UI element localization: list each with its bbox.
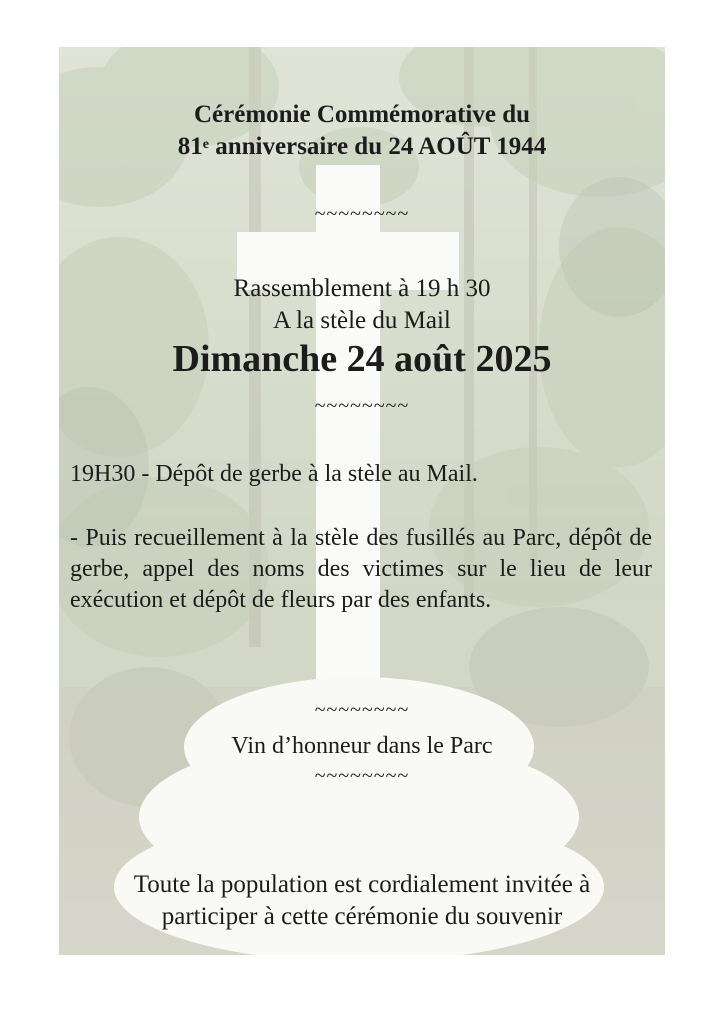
invitation-line-2: participer à cette cérémonie du souvenir: [161, 903, 563, 930]
program-item-1: 19H30 - Dépôt de gerbe à la stèle au Mail.: [70, 461, 478, 487]
ordinal-suffix: e: [202, 137, 209, 152]
gathering-info: [59, 273, 665, 337]
anniversary-text: anniversaire du 24 AOÛT 1944: [208, 133, 547, 160]
event-date: Dimanche 24 août 2025: [172, 338, 552, 380]
reception-text: Vin d’honneur dans le Parc: [231, 733, 493, 759]
program-item-2: - Puis recueillement à la stèle des fusillés au Parc, dépôt de gerbe, appel des noms des victimes sur le lieu de leur exécution et dépôt de fleurs par des enfants.: [70, 525, 652, 613]
invitation-line-1: Toute la population est cordialement invitée à: [133, 871, 591, 898]
separator: ~~~~~~~~: [314, 395, 410, 417]
anniversary-number: 81: [177, 133, 203, 160]
invitation-text: [59, 869, 665, 933]
photo-wash: [59, 47, 665, 955]
separator: ~~~~~~~~: [314, 203, 410, 225]
gathering-place: A la stèle du Mail: [273, 307, 451, 334]
ceremony-title: [59, 99, 665, 163]
separator: ~~~~~~~~: [314, 765, 410, 787]
separator: ~~~~~~~~: [314, 699, 410, 721]
title-line-1: Cérémonie Commémorative du: [193, 101, 530, 128]
poster: [59, 47, 665, 955]
gathering-time: Rassemblement à 19 h 30: [233, 275, 491, 302]
title-line-2: [59, 131, 665, 163]
